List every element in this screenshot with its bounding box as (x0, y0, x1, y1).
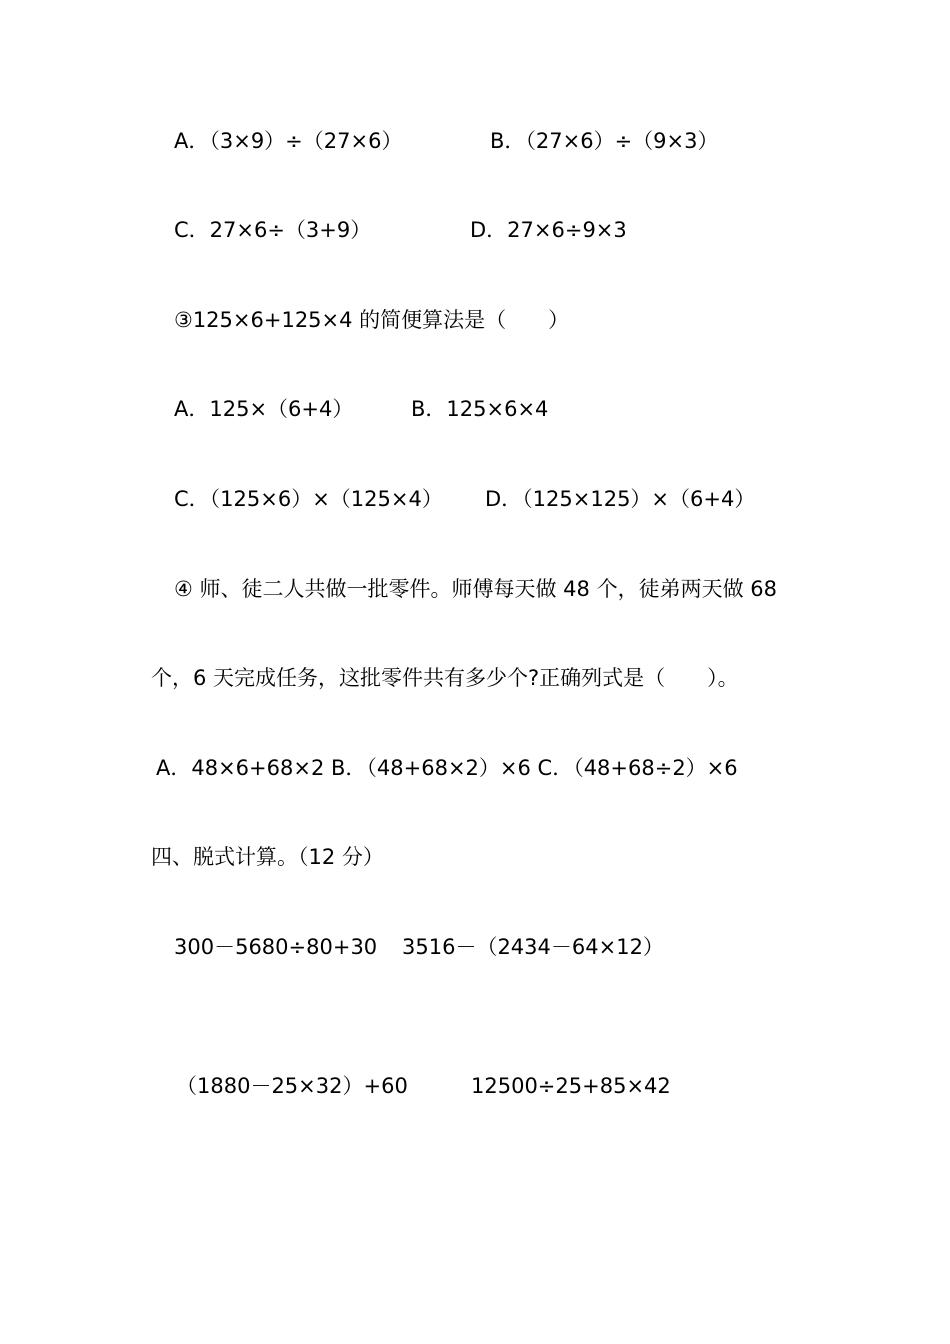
q3-option-b: B．125×6×4 (411, 397, 549, 421)
q4-options: A．48×6+68×2 B．（48+68×2）×6 C．（48+68÷2）×6 (156, 756, 738, 780)
q3-option-d: D．（125×125）×（6+4） (485, 487, 756, 511)
q2-option-b: B．（27×6）÷（9×3） (490, 129, 719, 153)
q3-option-c: C．（125×6）×（125×4） (174, 487, 443, 511)
q4-stem-line1: ④ 师、徒二人共做一批零件。师傅每天做 48 个，徒弟两天做 68 (174, 577, 777, 601)
q2-option-a: A．（3×9）÷（27×6） (174, 129, 403, 153)
q2-option-d: D．27×6÷9×3 (470, 218, 627, 242)
expression-3: （1880－25×32）+60 (176, 1074, 408, 1098)
section-four-title: 四、脱式计算。（12 分） (151, 845, 384, 869)
q3-option-a: A．125×（6+4） (174, 397, 354, 421)
q2-option-c: C．27×6÷（3+9） (174, 218, 372, 242)
q3-stem: ③125×6+125×4 的简便算法是（ ） (174, 308, 570, 332)
expression-2: 3516－（2434－64×12） (402, 935, 664, 959)
q4-stem-line2: 个，6 天完成任务，这批零件共有多少个?正确列式是（ ）。 (151, 666, 739, 690)
expression-1: 300－5680÷80+30 (174, 935, 378, 959)
expression-4: 12500÷25+85×42 (471, 1074, 671, 1098)
